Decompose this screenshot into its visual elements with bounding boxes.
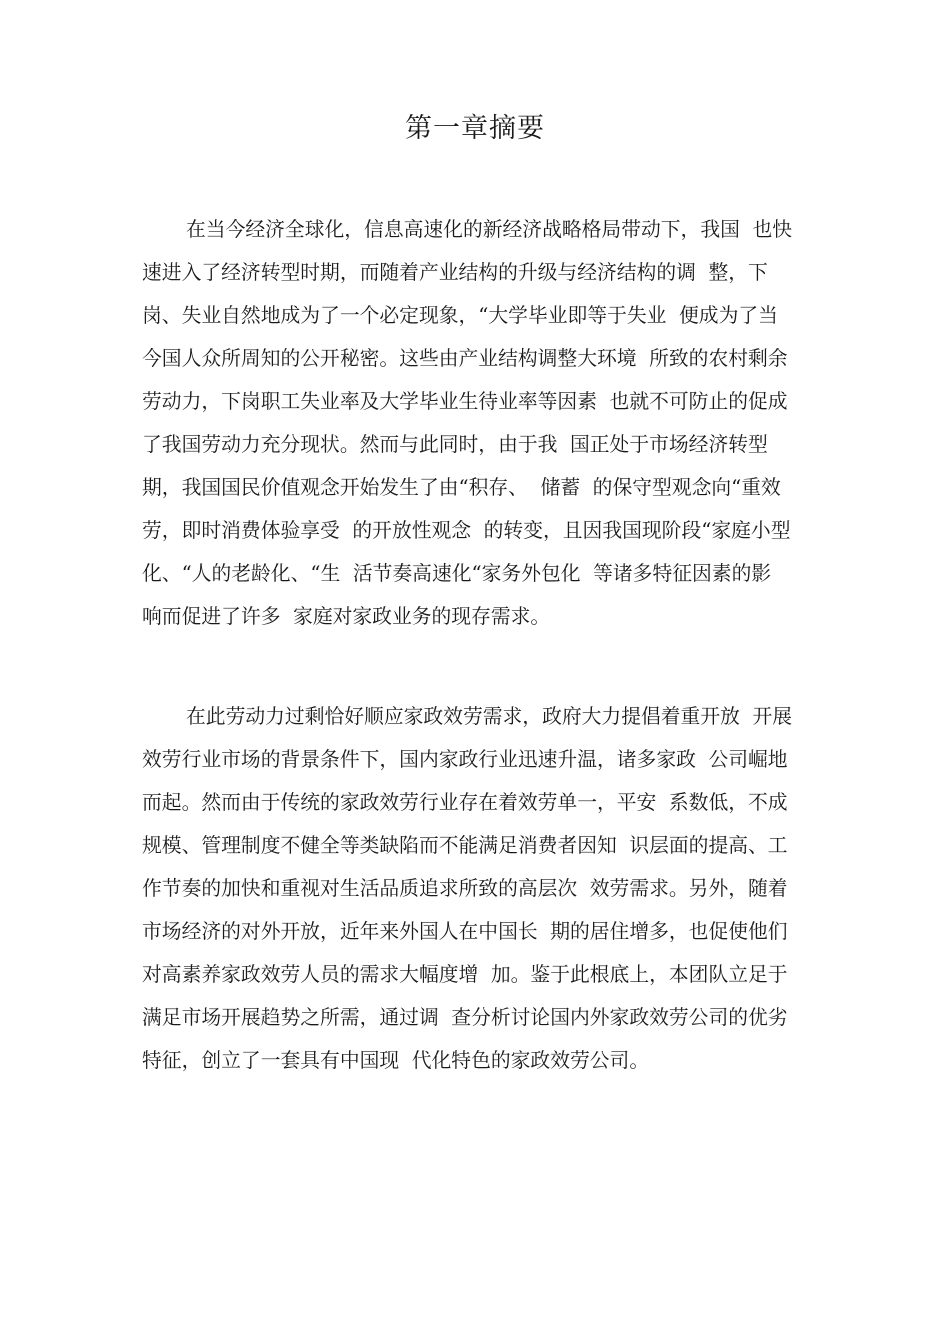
text-line: 满足市场开展趋势之所需，通过调 查分析讨论国内外家政效劳公司的优劣 — [142, 1006, 788, 1029]
page-title: 第一章摘要 — [405, 113, 545, 144]
paragraph-2 — [142, 695, 814, 1082]
text-line: 对高素养家政效劳人员的需求大幅度增 加。鉴于此根底上，本团队立足于 — [142, 963, 788, 986]
text-line: 化、“人的老龄化、“生 活节奏高速化“家务外包化 等诸多特征因素的影 — [142, 562, 772, 585]
text-line: 了我国劳动力充分现状。然而与此同时，由于我 国正处于市场经济转型 — [142, 433, 768, 456]
text-line: 劳，即时消费体验享受 的开放性观念 的转变，且因我国现阶段“家庭小型 — [142, 519, 791, 542]
text-line: 效劳行业市场的背景条件下，国内家政行业迅速升温，诸多家政 公司崛地 — [142, 748, 788, 771]
text-line: 响而促进了许多 家庭对家政业务的现存需求。 — [142, 605, 551, 628]
text-line: 作节奏的加快和重视对生活品质追求所致的高层次 效劳需求。另外，随着 — [142, 877, 788, 900]
text-line: 岗、失业自然地成为了一个必定现象，“大学毕业即等于失业 便成为了当 — [142, 304, 778, 327]
text-line: 期，我国国民价值观念开始发生了由“积存、 储蓄 的保守型观念向“重效 — [142, 476, 781, 499]
text-line: 规模、管理制度不健全等类缺陷而不能满足消费者因知 识层面的提高、工 — [142, 834, 788, 857]
text-line: 在当今经济全球化，信息高速化的新经济战略格局带动下，我国 也快 — [186, 218, 793, 241]
text-line: 在此劳动力过剩恰好顺应家政效劳需求，政府大力提倡着重开放 开展 — [186, 705, 793, 728]
text-line: 特征，创立了一套具有中国现 代化特色的家政效劳公司。 — [142, 1049, 650, 1072]
text-line: 市场经济的对外开放，近年来外国人在中国长 期的居住增多，也促使他们 — [142, 920, 788, 943]
paragraph-1 — [142, 208, 814, 638]
text-line: 劳动力，下岗职工失业率及大学毕业生待业率等因素 也就不可防止的促成 — [142, 390, 788, 413]
text-line: 速进入了经济转型时期，而随着产业结构的升级与经济结构的调 整，下 — [142, 261, 768, 284]
text-line: 今国人众所周知的公开秘密。这些由产业结构调整大环境 所致的农村剩余 — [142, 347, 788, 370]
text-line: 而起。然而由于传统的家政效劳行业存在着效劳单一，平安 系数低，不成 — [142, 791, 788, 814]
